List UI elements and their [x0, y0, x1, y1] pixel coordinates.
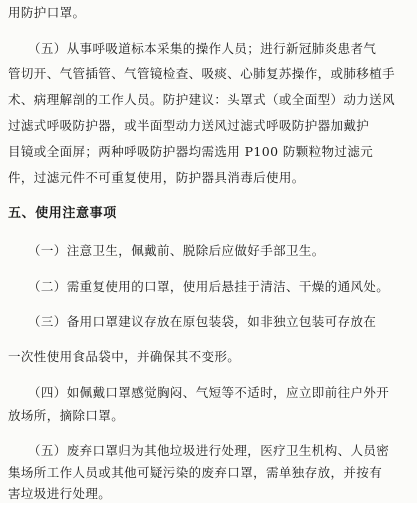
paragraph-item-5-line-4: 过滤式呼吸防护器，或半面型动力送风过滤式呼吸防护器加戴护 [8, 118, 370, 133]
paragraph-item-5-line-1: （五）从事呼吸道标本采集的操作人员；进行新冠肺炎患者气 [28, 41, 377, 56]
note-item-3-line-2: 一次性使用食品袋中，并确保其不变形。 [8, 349, 241, 364]
note-item-3-line-1: （三）备用口罩建议存放在原包装袋，如非独立包装可存放在 [28, 314, 377, 329]
note-item-1: （一）注意卫生，佩戴前、脱除后应做好手部卫生。 [28, 243, 325, 258]
note-item-4-line-2: 放场所，摘除口罩。 [8, 408, 125, 423]
paragraph-item-5-line-5: 目镜或全面屏；两种呼吸防护器均需选用 P100 防颗粒物过滤元 [8, 144, 374, 159]
paragraph-item-5-line-3: 术、病理解剖的工作人员。防护建议：头罩式（或全面型）动力送风 [8, 92, 396, 107]
section-heading: 五、使用注意事项 [8, 206, 117, 221]
note-item-2: （二）需重复使用的口罩，使用后悬挂于清洁、干燥的通风处。 [28, 279, 390, 294]
paragraph-item-5-line-2: 管切开、气管插管、气管镜检查、吸痰、心肺复苏操作，或肺移植手 [8, 66, 396, 81]
note-item-5-line-3: 害垃圾进行处理。 [8, 486, 112, 501]
paragraph-item-5-line-6: 件，过滤元件不可重复使用，防护器具消毒后使用。 [8, 170, 305, 185]
text-line-continuation: 用防护口罩。 [8, 5, 86, 20]
note-item-5-line-2: 集场所工作人员或其他可疑污染的废弃口罩，需单独存放，并按有 [8, 465, 383, 480]
note-item-5-line-1: （五）废弃口罩归为其他垃圾进行处理，医疗卫生机构、人员密 [28, 443, 390, 458]
note-item-4-line-1: （四）如佩戴口罩感觉胸闷、气短等不适时，应立即前往户外开 [28, 385, 390, 400]
